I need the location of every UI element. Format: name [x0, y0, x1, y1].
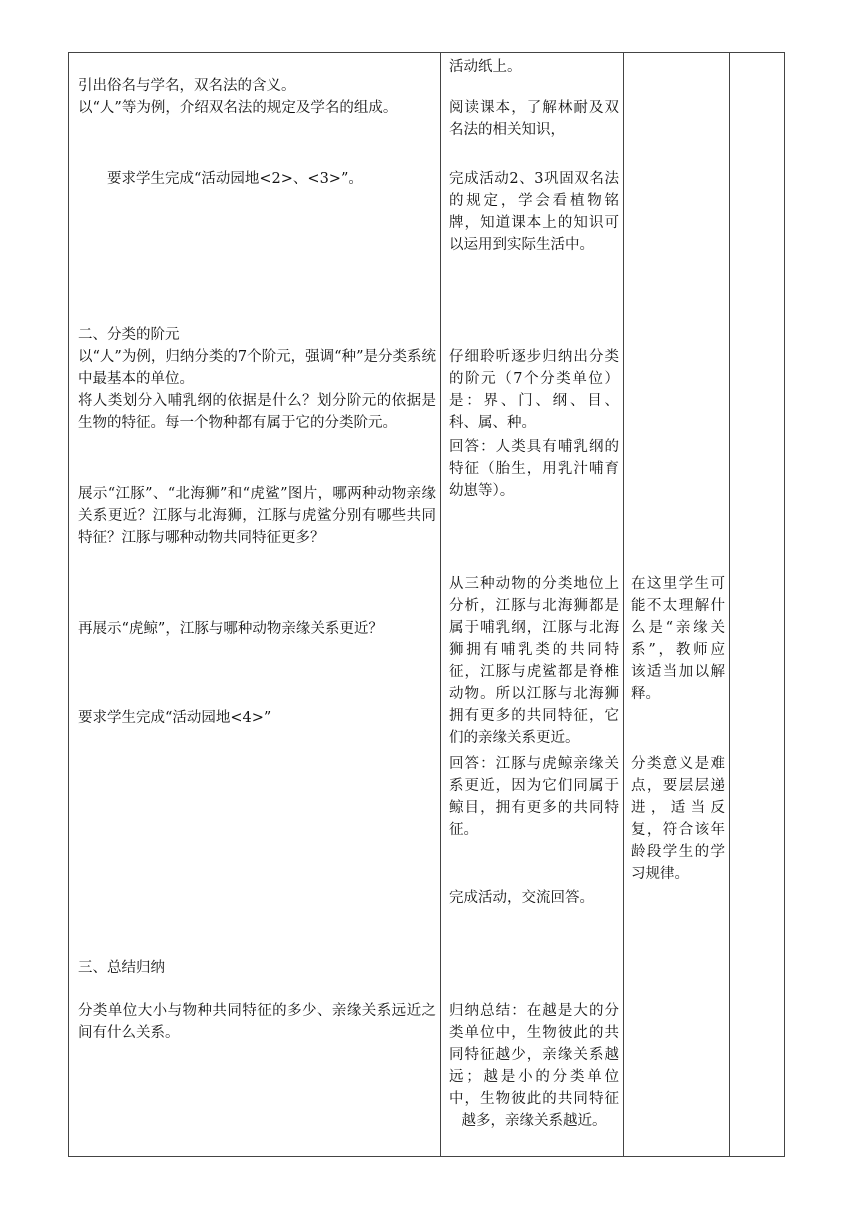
paragraph: 完成活动2、3巩固双名法的规定，学会看植物铭牌，知道课本上的知识可以运用到实际生活中。 [449, 171, 619, 253]
student-orca-answer [449, 753, 619, 841]
column-divider [729, 52, 730, 1157]
teacher-summary-question [78, 1000, 436, 1044]
paragraph: 分类意义是难点，要层层递进，适当反复，符合该年龄段学生的学习规律。 [631, 756, 725, 882]
student-activity-2-3 [449, 168, 619, 256]
section-heading: 三、总结归纳 [78, 960, 165, 976]
paragraph: 归纳总结：在越是大的分类单位中，生物彼此的共同特征越少，亲缘关系越远；越是小的分类单位中，生物彼此的共同特征越多，亲缘关系越近。 [449, 1003, 619, 1129]
section-heading-summary [78, 957, 436, 979]
teacher-orca-question [78, 618, 436, 640]
student-classification-analysis [449, 573, 619, 749]
student-complete-activity [449, 887, 619, 909]
paragraph: 回答：江豚与虎鲸亲缘关系更近，因为它们同属于鲸目，拥有更多的共同特征。 [449, 756, 619, 838]
paragraph: 要求学生完成“活动园地<4>” [78, 710, 272, 726]
paragraph: 分类单位大小与物种共同特征的多少、亲缘关系远近之间有什么关系。 [78, 1003, 436, 1041]
teacher-activity-2-3 [78, 168, 436, 190]
student-read-textbook [449, 97, 619, 141]
paragraph: 以“人”等为例，介绍双名法的规定及学名的组成。 [78, 100, 398, 116]
paragraph: 再展示“虎鲸”，江豚与哪种动物亲缘关系更近？ [78, 621, 383, 637]
paragraph: 仔细聆听逐步归纳出分类的阶元（7个分类单位）是：界、门、纲、目、科、属、种。 [449, 349, 619, 431]
paragraph: 引出俗名与学名，双名法的含义。 [78, 78, 296, 94]
section-heading-taxonomy [78, 324, 436, 346]
teacher-binomial-intro [78, 97, 436, 119]
teacher-animal-images [78, 483, 436, 549]
column-divider [440, 52, 441, 1157]
student-seven-ranks [449, 346, 619, 434]
section-heading: 二、分类的阶元 [78, 327, 180, 343]
paragraph: 回答：人类具有哺乳纲的特征（胎生，用乳汁哺育幼崽等）。 [449, 439, 619, 499]
student-summary-answer [449, 1000, 619, 1132]
paragraph: 完成活动，交流回答。 [449, 890, 594, 906]
note-kinship-explanation [631, 573, 725, 705]
paragraph: 活动纸上。 [449, 59, 522, 75]
student-worksheet [449, 56, 619, 78]
teacher-seven-ranks [78, 346, 436, 390]
paragraph: 以“人”为例，归纳分类的7个阶元，强调“种”是分类系统中最基本的单位。 [78, 349, 436, 387]
note-difficulty [631, 753, 725, 885]
paragraph: 阅读课本，了解林耐及双名法的相关知识， [449, 100, 619, 138]
paragraph: 从三种动物的分类地位上分析，江豚与北海狮都是属于哺乳纲，江豚与北海狮拥有哺乳类的共同特征，江豚与虎鲨都是脊椎动物。所以江豚与北海狮拥有更多的共同特征，它们的亲缘关系更近。 [449, 576, 619, 746]
teacher-mammal-question [78, 390, 436, 434]
paragraph: 展示“江豚”、“北海狮”和“虎鲨”图片，哪两种动物亲缘关系更近？江豚与北海狮，江豚与虎鲨分别有哪些共同特征？江豚与哪种动物共同特征更多？ [78, 486, 436, 546]
student-mammal-answer [449, 436, 619, 502]
teacher-intro-names [78, 75, 436, 97]
paragraph: 将人类划分入哺乳纲的依据是什么？划分阶元的依据是生物的特征。每一个物种都有属于它的分类阶元。 [78, 393, 436, 431]
paragraph: 要求学生完成“活动园地<2>、<3>”。 [78, 171, 363, 187]
teacher-activity-4 [78, 707, 436, 729]
paragraph: 在这里学生可能不太理解什么是“亲缘关系”，教师应该适当加以解释。 [631, 576, 725, 702]
column-divider [623, 52, 624, 1157]
